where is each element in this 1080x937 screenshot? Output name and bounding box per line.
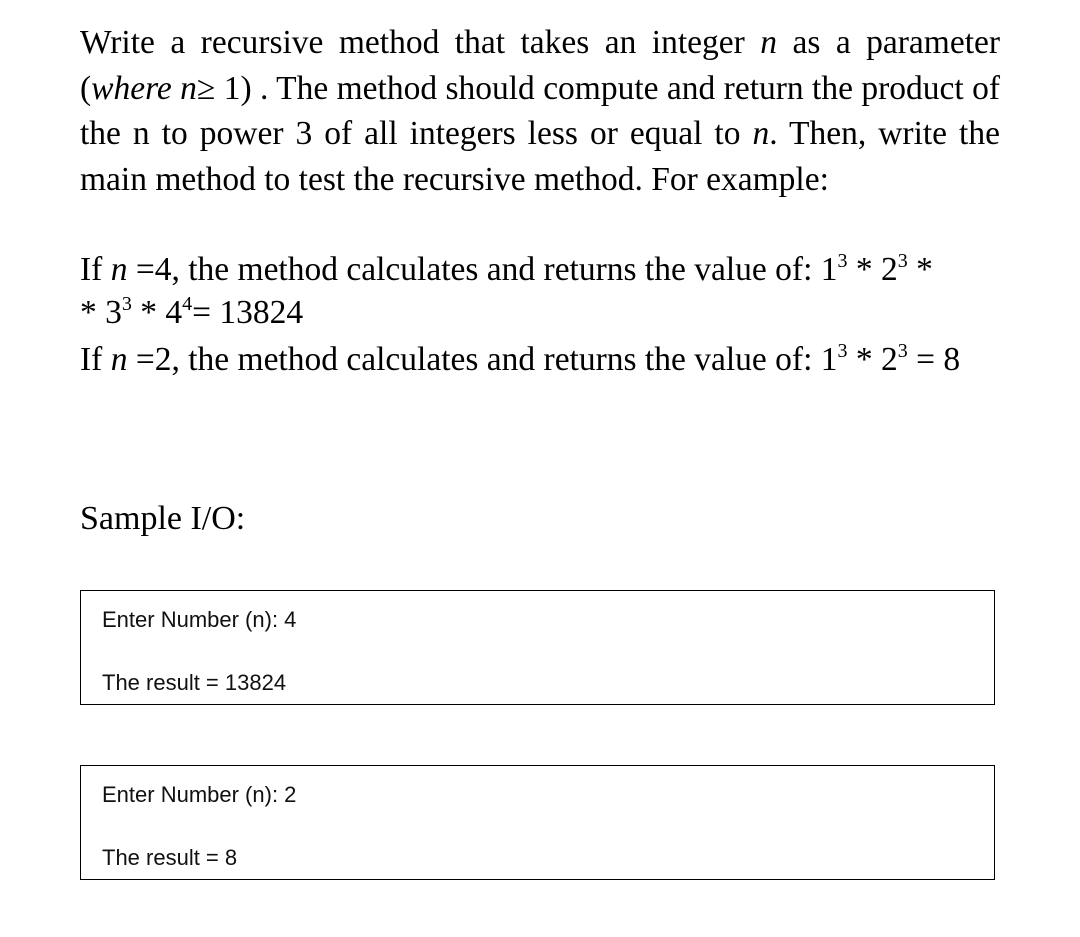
exponent: 3 — [837, 340, 848, 362]
example-text: * 3 — [80, 294, 122, 331]
math-var-n: n — [110, 341, 128, 378]
math-where-n: where n — [91, 69, 197, 107]
exponent: 3 — [897, 340, 908, 362]
example-1: If n =4, the method calculates and returns the value of: $1^3 * 2^3$ * * $3^3 * 4^4= 13824$ — [80, 250, 933, 331]
exponent: 4 — [182, 293, 193, 315]
example-text: =4, the method calculates and returns the value of: 1 — [135, 251, 838, 288]
math-var-n: n — [110, 251, 128, 288]
example-text: =2, the method calculates and returns the value of: 1 — [135, 341, 838, 378]
example-text: * 2 — [847, 251, 898, 288]
problem-text-2: as a parameter ( — [80, 24, 1001, 107]
exponent: 3 — [837, 250, 848, 272]
io-prompt: Enter Number (n): 2 — [102, 782, 297, 807]
math-var-n: n — [760, 24, 778, 61]
example-result: = 8 — [907, 341, 961, 378]
example-2 — [80, 338, 980, 381]
problem-text-3: ≥ 1) . The method should compute and return the product of the n to power 3 of all integers less or equal to — [80, 69, 1000, 152]
problem-text-4: . Then, write the main method to test the recursive method. For example: — [80, 115, 1000, 198]
example-lead: If — [80, 251, 103, 288]
io-prompt: Enter Number (n): 4 — [102, 607, 297, 632]
sample-io-box-2 — [80, 765, 995, 880]
example-text: * 2 — [847, 341, 898, 378]
exponent: 3 — [121, 293, 132, 315]
example-result: = 13824 — [192, 294, 304, 331]
io-result: The result = 8 — [102, 845, 238, 870]
problem-statement — [80, 20, 1000, 202]
example-text: * 4 — [131, 294, 183, 331]
example-lead: If — [80, 341, 103, 378]
problem-text-1: Write a recursive method that takes an integer — [80, 24, 745, 61]
exponent: 3 — [897, 250, 908, 272]
sample-io-heading: Sample I/O: — [80, 500, 246, 537]
sample-io-box-1 — [80, 590, 995, 705]
io-result: The result = 13824 — [102, 670, 287, 695]
math-var-n: n — [752, 115, 770, 152]
